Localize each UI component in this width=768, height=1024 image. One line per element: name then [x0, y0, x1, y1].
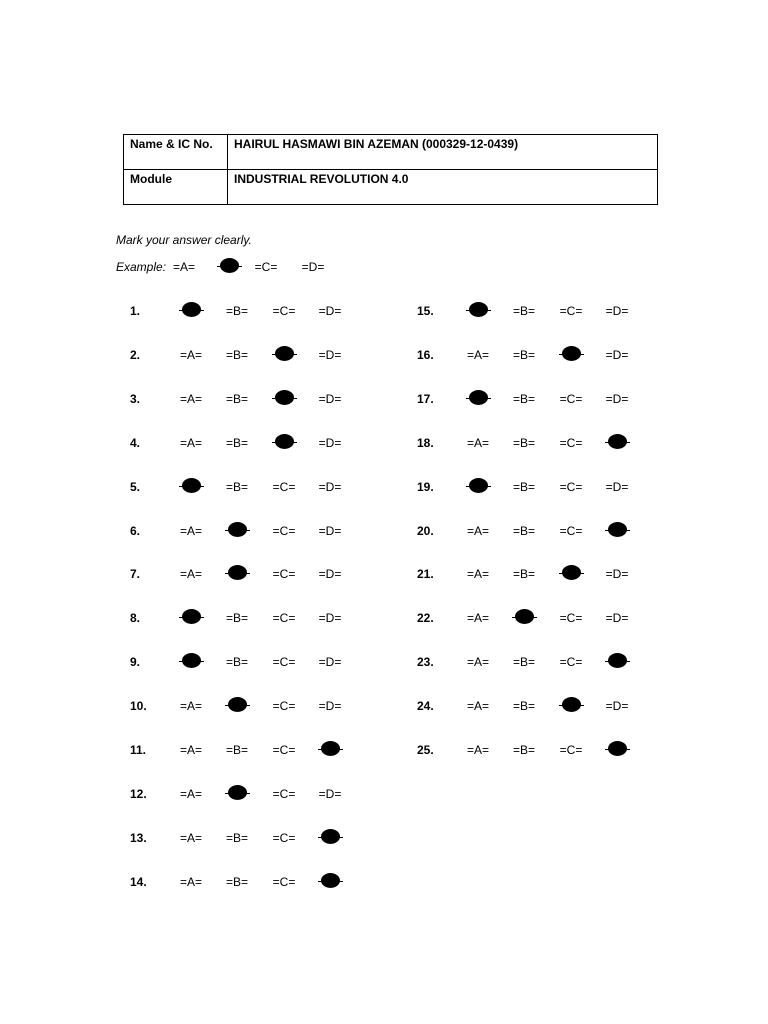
option-bubble-c[interactable]: =C= [272, 743, 296, 757]
answer-row [417, 699, 657, 715]
option-bubble-d[interactable]: =D= [318, 611, 342, 626]
option-bubble-b[interactable]: =B= [512, 523, 536, 538]
option-bubble-b[interactable]: =B= [512, 347, 536, 362]
option-bubble-a[interactable] [175, 480, 207, 494]
option-bubble-a[interactable] [462, 480, 494, 494]
option-bubble-d[interactable] [601, 655, 633, 669]
option-bubble-b[interactable]: =B= [512, 655, 536, 670]
question-number: 6. [130, 523, 141, 538]
answer-row [417, 567, 657, 583]
option-bubble-c[interactable]: =C= [559, 304, 583, 318]
option-bubble-c[interactable]: =C= [272, 786, 296, 801]
option-bubble-c[interactable]: =C= [559, 435, 583, 450]
example-line [116, 260, 356, 276]
option-bubble-c[interactable] [268, 348, 300, 362]
question-number: 17. [417, 391, 434, 406]
module-value: INDUSTRIAL REVOLUTION 4.0 [228, 170, 658, 205]
option-bubble-c[interactable]: =C= [559, 523, 583, 538]
option-bubble-b[interactable] [221, 787, 253, 801]
option-bubble-b[interactable]: =B= [512, 479, 536, 494]
example-option-b [213, 260, 245, 274]
option-bubble-d[interactable] [314, 743, 346, 757]
option-bubble-a[interactable]: =A= [179, 523, 203, 538]
option-bubble-d[interactable]: =D= [318, 567, 342, 582]
option-bubble-a[interactable]: =A= [179, 874, 203, 889]
question-number: 20. [417, 523, 434, 538]
option-bubble-b[interactable]: =B= [225, 304, 249, 318]
option-bubble-a[interactable]: =A= [179, 830, 203, 845]
answer-row [130, 567, 370, 583]
answer-row [417, 611, 657, 627]
option-bubble-a[interactable]: =A= [179, 567, 203, 582]
question-number: 5. [130, 479, 141, 494]
answer-row [130, 524, 370, 540]
option-bubble-b[interactable]: =B= [512, 567, 536, 582]
option-bubble-a[interactable]: =A= [466, 567, 490, 582]
option-bubble-d[interactable]: =D= [318, 435, 342, 450]
option-bubble-d[interactable] [601, 524, 633, 538]
option-bubble-c[interactable]: =C= [272, 830, 296, 845]
module-label: Module [124, 170, 228, 205]
option-bubble-d[interactable]: =D= [605, 479, 629, 494]
option-bubble-a[interactable]: =A= [179, 786, 203, 801]
answer-row [130, 392, 370, 408]
option-bubble-c[interactable]: =C= [559, 479, 583, 494]
answer-row [417, 436, 657, 452]
option-bubble-c[interactable]: =C= [272, 567, 296, 582]
instruction-text: Mark your answer clearly. [116, 233, 252, 247]
question-number: 25. [417, 743, 434, 757]
question-number: 22. [417, 611, 434, 626]
answer-row [130, 480, 370, 496]
option-bubble-a[interactable] [175, 611, 207, 625]
option-bubble-d[interactable] [601, 743, 633, 757]
example-option-c: =C= [254, 260, 278, 274]
option-bubble-c[interactable] [555, 567, 587, 581]
option-bubble-c[interactable] [268, 436, 300, 450]
option-bubble-b[interactable]: =B= [512, 304, 536, 318]
option-bubble-a[interactable]: =A= [466, 347, 490, 362]
answer-row [130, 436, 370, 452]
option-bubble-b[interactable]: =B= [225, 479, 249, 494]
option-bubble-b[interactable]: =B= [225, 830, 249, 845]
option-bubble-c[interactable]: =C= [272, 611, 296, 626]
option-bubble-a[interactable]: =A= [466, 523, 490, 538]
option-bubble-d[interactable] [601, 436, 633, 450]
option-bubble-b[interactable] [221, 699, 253, 713]
option-bubble-b[interactable]: =B= [225, 435, 249, 450]
option-bubble-a[interactable]: =A= [179, 347, 203, 362]
option-bubble-a[interactable]: =A= [179, 699, 203, 714]
name-value: HAIRUL HASMAWI BIN AZEMAN (000329-12-0439) [228, 135, 658, 170]
option-bubble-d[interactable]: =D= [318, 304, 342, 318]
answer-row [130, 831, 370, 847]
option-bubble-c[interactable] [268, 392, 300, 406]
option-bubble-a[interactable]: =A= [466, 611, 490, 626]
option-bubble-d[interactable]: =D= [318, 523, 342, 538]
question-number: 10. [130, 699, 147, 714]
option-bubble-c[interactable]: =C= [272, 655, 296, 670]
example-option-a: =A= [172, 260, 196, 274]
question-number: 18. [417, 435, 434, 450]
option-bubble-c[interactable]: =C= [559, 611, 583, 626]
question-number: 7. [130, 567, 141, 582]
answer-row [417, 743, 657, 759]
answer-row [130, 348, 370, 364]
option-bubble-c[interactable] [555, 348, 587, 362]
answer-row [417, 480, 657, 496]
example-label: Example: [116, 260, 167, 274]
option-bubble-d[interactable]: =D= [605, 391, 629, 406]
option-bubble-b[interactable]: =B= [225, 347, 249, 362]
option-bubble-b[interactable]: =B= [512, 699, 536, 714]
question-number: 4. [130, 435, 141, 450]
option-bubble-c[interactable]: =C= [272, 304, 296, 318]
option-bubble-a[interactable] [175, 304, 207, 318]
module-row [124, 170, 658, 205]
option-bubble-a[interactable] [462, 304, 494, 318]
answer-row [130, 875, 370, 891]
option-bubble-a[interactable]: =A= [179, 743, 203, 757]
question-number: 13. [130, 830, 147, 845]
option-bubble-d[interactable]: =D= [318, 699, 342, 714]
option-bubble-b[interactable]: =B= [225, 655, 249, 670]
question-number: 2. [130, 347, 141, 362]
option-bubble-b[interactable]: =B= [225, 611, 249, 626]
answer-row [130, 743, 370, 759]
question-number: 3. [130, 391, 141, 406]
option-bubble-c[interactable]: =C= [272, 699, 296, 714]
example-option-d: =D= [301, 260, 325, 274]
option-bubble-b[interactable]: =B= [225, 743, 249, 757]
option-bubble-b[interactable]: =B= [225, 874, 249, 889]
option-bubble-a[interactable]: =A= [466, 435, 490, 450]
question-number: 24. [417, 699, 434, 714]
option-bubble-d[interactable]: =D= [318, 391, 342, 406]
name-label: Name & IC No. [124, 135, 228, 170]
option-bubble-d[interactable]: =D= [318, 655, 342, 670]
option-bubble-b[interactable] [221, 524, 253, 538]
option-bubble-d[interactable]: =D= [318, 786, 342, 801]
question-number: 23. [417, 655, 434, 670]
question-number: 21. [417, 567, 434, 582]
answer-row [417, 524, 657, 540]
option-bubble-c[interactable]: =C= [272, 523, 296, 538]
option-bubble-a[interactable]: =A= [466, 699, 490, 714]
option-bubble-b[interactable] [221, 567, 253, 581]
answer-row [417, 392, 657, 408]
question-number: 15. [417, 304, 434, 318]
option-bubble-c[interactable]: =C= [272, 479, 296, 494]
question-number: 12. [130, 786, 147, 801]
option-bubble-d[interactable]: =D= [605, 304, 629, 318]
option-bubble-a[interactable] [175, 655, 207, 669]
name-row [124, 135, 658, 170]
option-bubble-d[interactable]: =D= [318, 347, 342, 362]
answer-row [130, 611, 370, 627]
option-bubble-d[interactable] [314, 875, 346, 889]
question-number: 14. [130, 874, 147, 889]
answer-row [130, 699, 370, 715]
option-bubble-c[interactable] [555, 699, 587, 713]
question-number: 19. [417, 479, 434, 494]
option-bubble-a[interactable]: =A= [179, 435, 203, 450]
answer-row [130, 787, 370, 803]
option-bubble-d[interactable]: =D= [605, 611, 629, 626]
option-bubble-a[interactable]: =A= [179, 391, 203, 406]
question-number: 8. [130, 611, 141, 626]
answer-row [417, 304, 657, 320]
option-bubble-a[interactable]: =A= [466, 655, 490, 670]
option-bubble-b[interactable]: =B= [512, 391, 536, 406]
option-bubble-d[interactable] [314, 831, 346, 845]
option-bubble-d[interactable]: =D= [318, 479, 342, 494]
option-bubble-d[interactable]: =D= [605, 567, 629, 582]
option-bubble-c[interactable]: =C= [559, 391, 583, 406]
option-bubble-a[interactable] [462, 392, 494, 406]
option-bubble-c[interactable]: =C= [559, 655, 583, 670]
option-bubble-b[interactable]: =B= [512, 743, 536, 757]
option-bubble-b[interactable]: =B= [225, 391, 249, 406]
question-number: 16. [417, 347, 434, 362]
question-number: 9. [130, 655, 141, 670]
option-bubble-b[interactable]: =B= [512, 435, 536, 450]
option-bubble-c[interactable]: =C= [559, 743, 583, 757]
question-number: 1. [130, 304, 141, 318]
answer-row [417, 655, 657, 671]
answer-row [130, 655, 370, 671]
option-bubble-a[interactable]: =A= [466, 743, 490, 757]
option-bubble-d[interactable]: =D= [605, 699, 629, 714]
answer-row [130, 304, 370, 320]
student-info-table [123, 134, 658, 205]
option-bubble-c[interactable]: =C= [272, 874, 296, 889]
option-bubble-b[interactable] [508, 611, 540, 625]
option-bubble-d[interactable]: =D= [605, 347, 629, 362]
answer-row [417, 348, 657, 364]
question-number: 11. [130, 743, 147, 757]
